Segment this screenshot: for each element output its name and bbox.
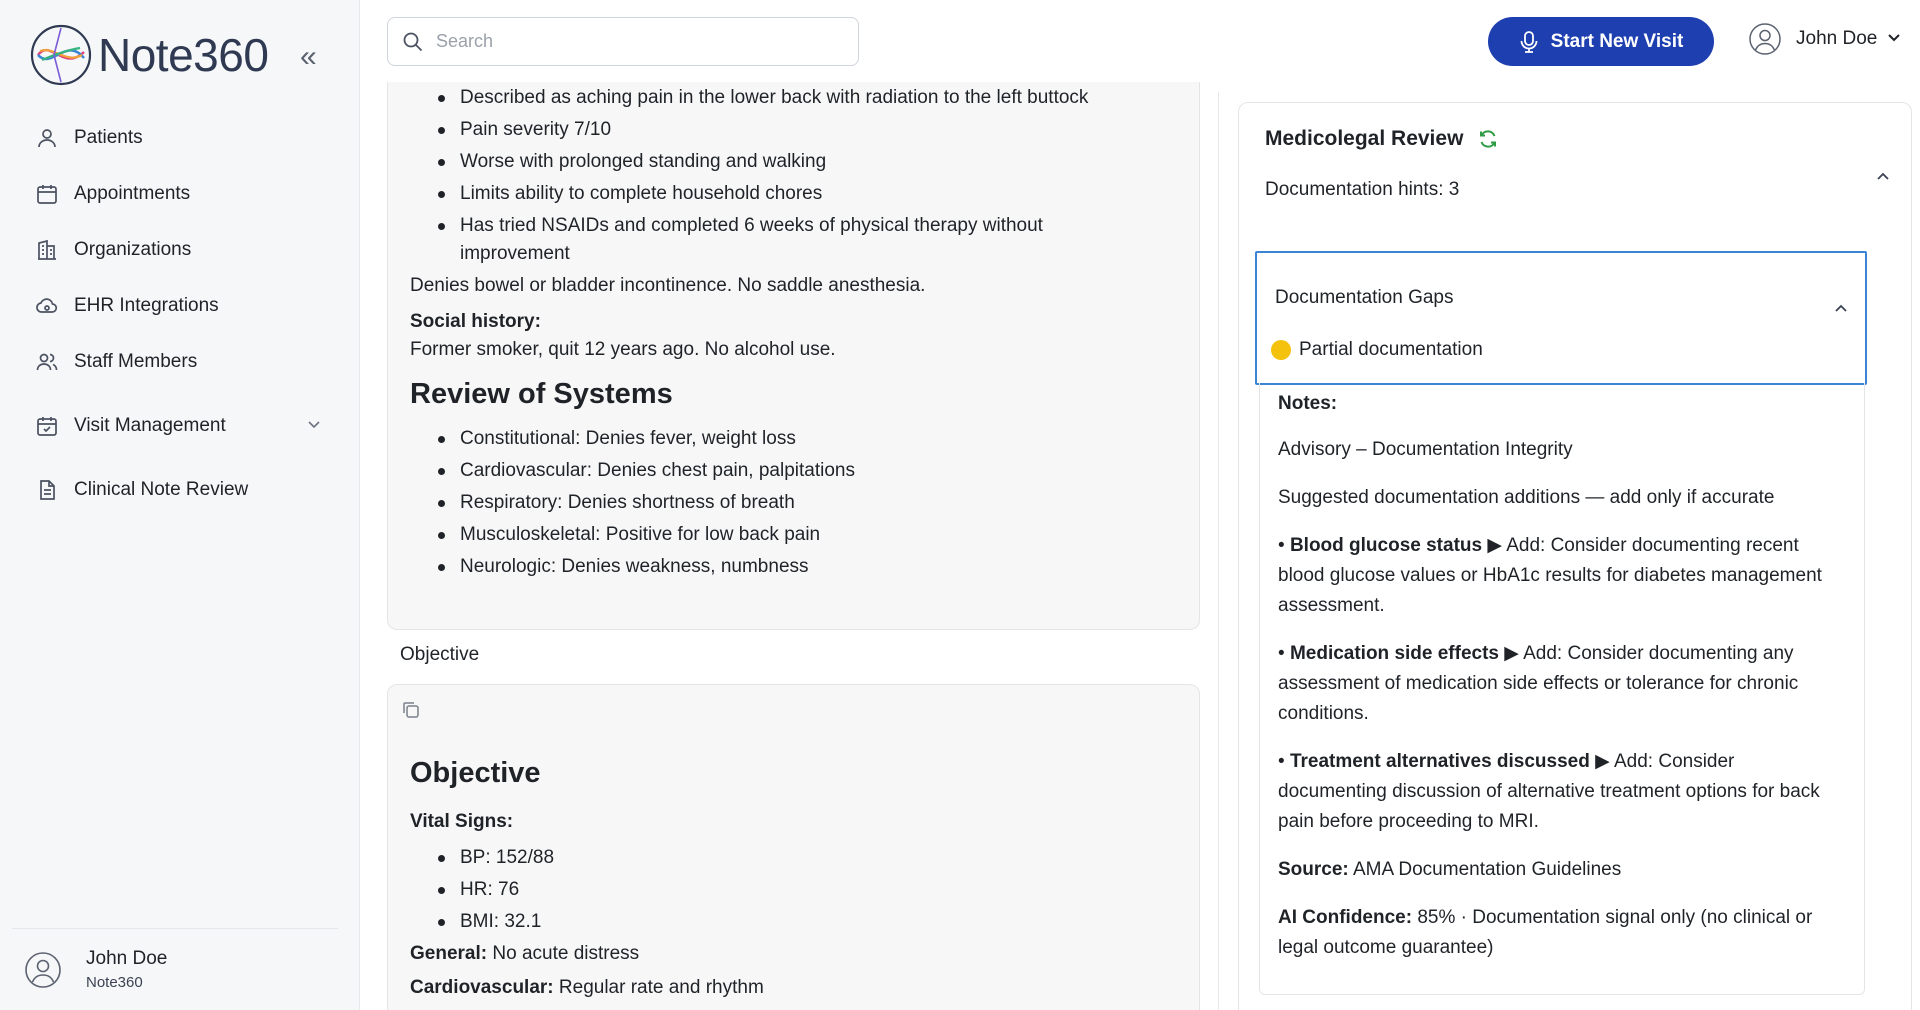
review-title	[1265, 127, 1499, 151]
list-item: Pain severity 7/10	[438, 116, 1190, 144]
objective-card	[387, 684, 1200, 1010]
documentation-gaps-header[interactable]	[1255, 251, 1867, 385]
sidebar-user[interactable]	[24, 948, 167, 991]
advisory-text: Advisory – Documentation Integrity	[1278, 439, 1573, 460]
sidebar-divider	[12, 928, 338, 929]
chevron-up-icon[interactable]	[1833, 301, 1849, 322]
cardiovascular-exam	[410, 974, 1190, 1002]
review-title-text: Medicolegal Review	[1265, 127, 1464, 150]
brand[interactable]	[30, 24, 268, 86]
cardiovascular-text: Regular rate and rhythm	[558, 977, 764, 998]
hpi-denies: Denies bowel or bladder incontinence. No saddle anesthesia.	[410, 275, 926, 296]
calendar-check-icon	[30, 409, 64, 443]
ros-list	[438, 425, 1190, 581]
list-item: BP: 152/88	[438, 844, 1190, 872]
list-item: Musculoskeletal: Positive for low back pain	[438, 521, 1190, 549]
hint-title: Blood glucose status	[1289, 535, 1483, 556]
search-icon	[402, 31, 424, 53]
note360-logo-icon	[30, 24, 92, 86]
microphone-icon	[1519, 30, 1539, 54]
collapse-sidebar-icon[interactable]: «	[300, 40, 317, 73]
suggested-text: Suggested documentation additions — add only if accurate	[1278, 487, 1775, 508]
avatar-icon	[1748, 22, 1782, 56]
cloud-icon	[30, 289, 64, 323]
users-icon	[30, 345, 64, 379]
avatar-icon	[24, 951, 62, 989]
general-text: No acute distress	[492, 943, 640, 964]
list-item: BMI: 32.1	[438, 908, 1190, 936]
chevron-down-icon[interactable]	[306, 416, 322, 437]
search-bar[interactable]	[387, 17, 859, 66]
subjective-card	[387, 82, 1200, 630]
general-exam	[410, 940, 1190, 968]
start-new-visit-label: Start New Visit	[1550, 30, 1684, 52]
sidebar-item-ehr-integrations[interactable]	[30, 278, 330, 334]
confidence-line	[1278, 903, 1846, 963]
list-item: Cardiovascular: Denies chest pain, palpitations	[438, 457, 1190, 485]
sidebar	[0, 0, 360, 1010]
chevron-up-icon[interactable]	[1875, 165, 1891, 191]
status-text: Partial documentation	[1299, 339, 1483, 360]
search-input[interactable]	[436, 31, 836, 52]
hint-title: Treatment alternatives discussed	[1289, 751, 1590, 772]
hint-item: • Treatment alternatives discussed ▶ Add: Consider documenting discussion of alternative treatment options for back pain before proceeding to MRI.	[1278, 751, 1820, 832]
list-item: Neurologic: Denies weakness, numbness	[438, 553, 1190, 581]
source-label: Source:	[1278, 859, 1349, 880]
hint-text: Add: Consider documenting any assessment of medication side effects or tolerance for chronic conditions.	[1278, 643, 1799, 724]
sidebar-item-label: Clinical Note Review	[74, 479, 249, 500]
user-icon	[30, 121, 64, 155]
panel-divider	[1218, 92, 1219, 1010]
sidebar-item-clinical-note-review[interactable]	[30, 462, 330, 518]
list-item: HR: 76	[438, 876, 1190, 904]
sidebar-item-label: Staff Members	[74, 351, 198, 372]
objective-section-label: Objective	[400, 644, 480, 665]
cardiovascular-label: Cardiovascular:	[410, 977, 554, 998]
building-icon	[30, 233, 64, 267]
user-menu-name: John Doe	[1796, 28, 1878, 49]
document-icon	[30, 473, 64, 507]
general-label: General:	[410, 943, 488, 964]
documentation-hints: Documentation hints: 3	[1265, 179, 1460, 200]
copy-icon[interactable]	[400, 699, 422, 721]
chevron-down-icon	[1887, 30, 1901, 49]
user-menu[interactable]	[1748, 22, 1901, 56]
main-content	[362, 87, 1920, 1010]
calendar-icon	[30, 177, 64, 211]
documentation-gaps-title: Documentation Gaps	[1275, 287, 1454, 308]
sidebar-item-organizations[interactable]	[30, 222, 330, 278]
medicolegal-review-panel	[1238, 102, 1912, 1010]
source-text: AMA Documentation Guidelines	[1352, 859, 1622, 880]
confidence-label: AI Confidence:	[1278, 907, 1413, 928]
list-item: Limits ability to complete household chores	[438, 180, 1190, 208]
list-item: Has tried NSAIDs and completed 6 weeks of physical therapy without improvement	[438, 212, 1190, 268]
social-history-text: Former smoker, quit 12 years ago. No alcohol use.	[410, 339, 836, 360]
hint-item: • Medication side effects ▶ Add: Consider documenting any assessment of medication side effects or tolerance for chronic conditions.	[1278, 643, 1799, 724]
brand-name: Note360	[98, 29, 269, 81]
sidebar-nav	[30, 110, 330, 518]
refresh-icon[interactable]	[1477, 128, 1499, 150]
sidebar-item-label: Visit Management	[74, 415, 226, 436]
sidebar-item-label: Appointments	[74, 183, 191, 204]
objective-title: Objective	[410, 757, 541, 789]
list-item: Constitutional: Denies fever, weight loss	[438, 425, 1190, 453]
sidebar-item-staff-members[interactable]	[30, 334, 330, 390]
sidebar-user-name: John Doe	[86, 948, 168, 969]
hint-text: Add: Consider documenting discussion of alternative treatment options for back pain before proceeding to MRI.	[1278, 751, 1820, 832]
sidebar-user-org: Note360	[86, 974, 143, 991]
sidebar-item-label: Organizations	[74, 239, 192, 260]
sidebar-item-visit-management[interactable]	[30, 398, 330, 454]
vital-signs-label: Vital Signs:	[410, 811, 514, 832]
vitals-list	[438, 844, 1190, 936]
notes-label: Notes:	[1278, 393, 1338, 414]
sidebar-item-patients[interactable]	[30, 110, 330, 166]
hint-text: Add: Consider documenting recent blood glucose values or HbA1c results for diabetes management assessment.	[1278, 535, 1822, 616]
sidebar-item-label: EHR Integrations	[74, 295, 219, 316]
list-item: Respiratory: Denies shortness of breath	[438, 489, 1190, 517]
list-item: Described as aching pain in the lower back with radiation to the left buttock	[438, 84, 1190, 112]
hint-item: • Blood glucose status ▶ Add: Consider documenting recent blood glucose values or HbA1c results for diabetes management assessment.	[1278, 535, 1822, 616]
status-badge	[1271, 339, 1483, 361]
hint-title: Medication side effects	[1289, 643, 1499, 664]
status-dot-icon	[1271, 340, 1291, 360]
start-new-visit-button[interactable]	[1488, 17, 1714, 66]
source-line	[1278, 855, 1846, 885]
confidence-text: 85% · Documentation signal only (no clinical or legal outcome guarantee)	[1278, 907, 1813, 958]
list-item: Worse with prolonged standing and walking	[438, 148, 1190, 176]
sidebar-item-appointments[interactable]	[30, 166, 330, 222]
notes-content	[1259, 383, 1865, 995]
social-history-label: Social history:	[410, 311, 541, 332]
ros-title: Review of Systems	[410, 378, 673, 410]
hpi-list	[438, 84, 1190, 268]
sidebar-item-label: Patients	[74, 127, 143, 148]
